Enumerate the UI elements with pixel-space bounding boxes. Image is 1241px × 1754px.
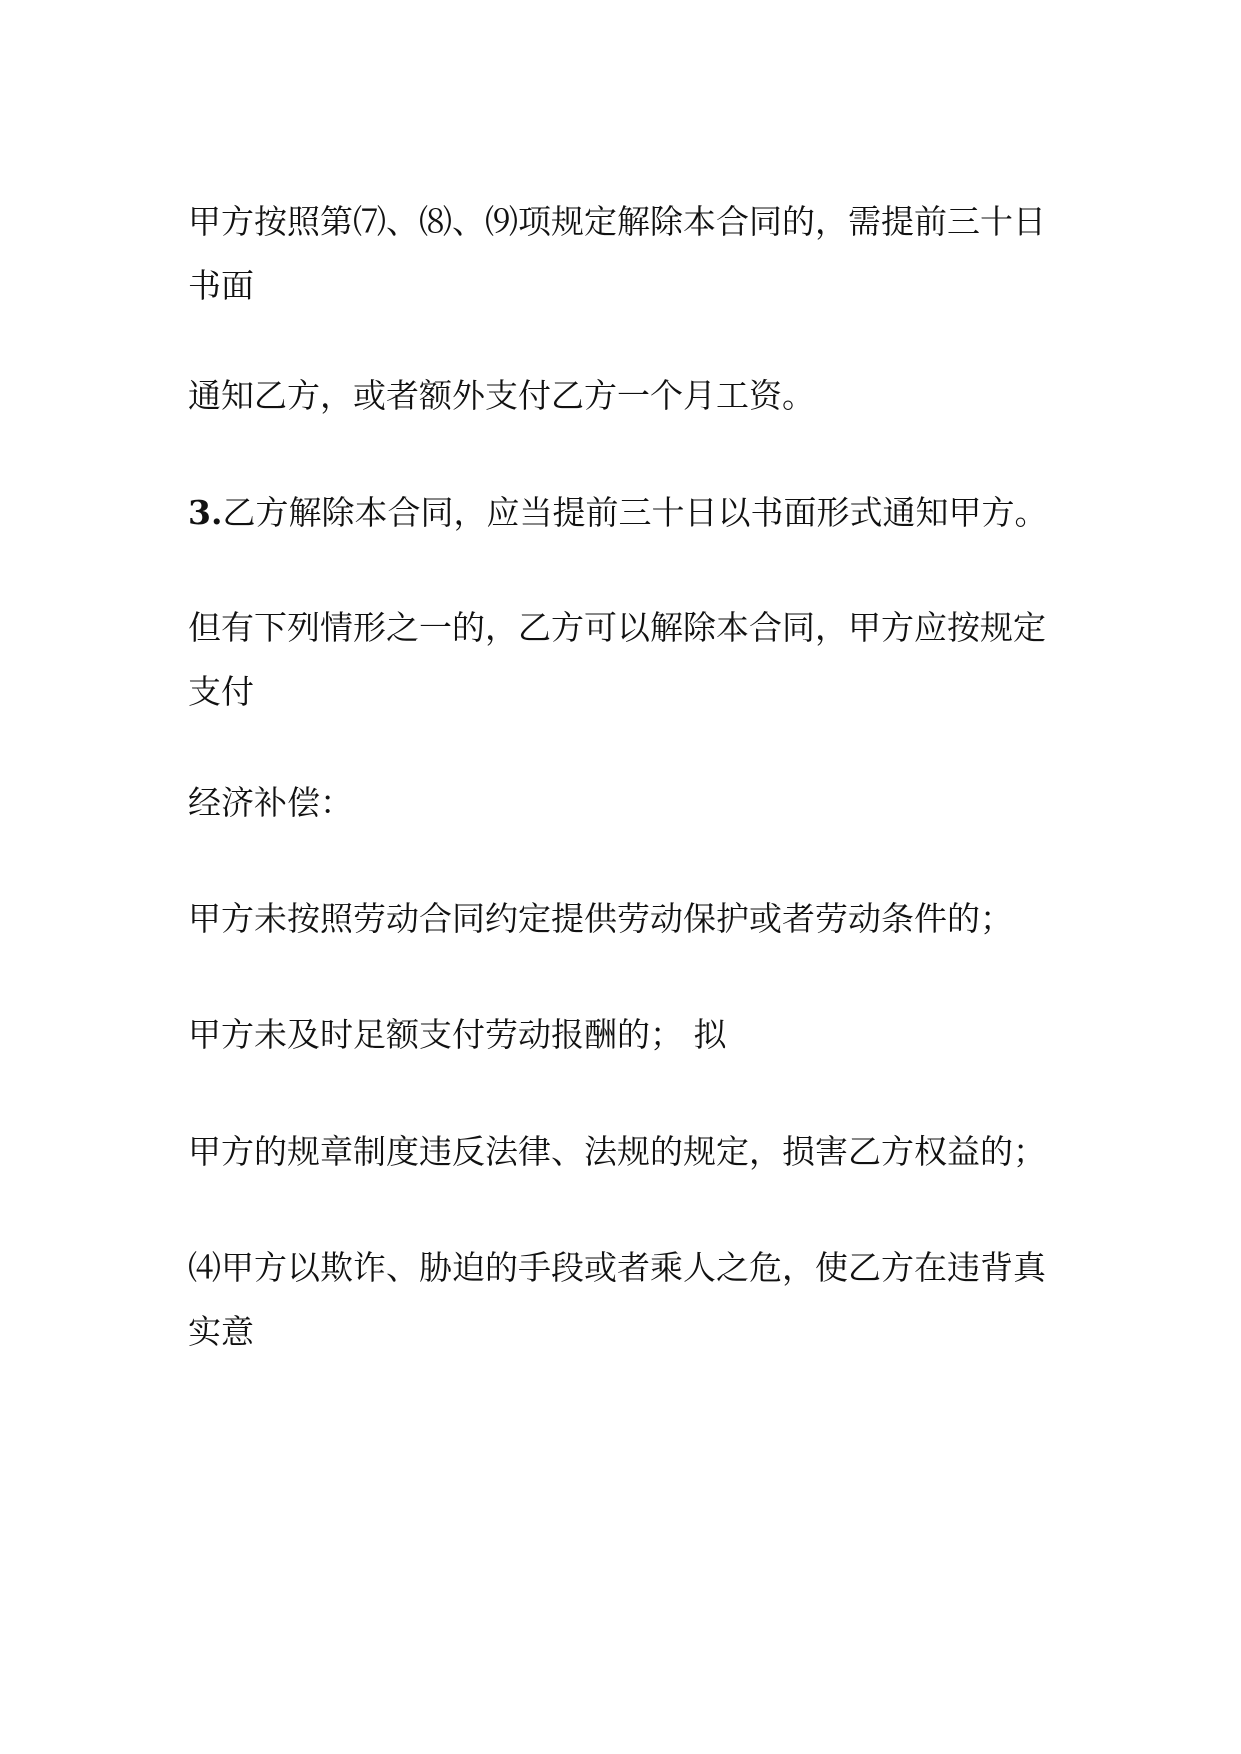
text-line: 经济补偿： [188, 783, 353, 822]
paragraph-notify-party-b [188, 364, 1068, 428]
paragraph-item-fraud [188, 1236, 1068, 1364]
paragraph-conditions-intro [188, 596, 1068, 724]
text-line: 实意 [188, 1312, 254, 1351]
paragraph-termination-notice [188, 190, 1068, 318]
paragraph-clause-3 [188, 481, 1068, 545]
paragraph-item-rules-violation [188, 1120, 1068, 1184]
text-line: 书面 [188, 266, 254, 305]
paragraph-economic-compensation [188, 771, 1068, 835]
text-line: 甲方未及时足额支付劳动报酬的； 拟 [188, 1015, 727, 1054]
clause-text: 乙方解除本合同，应当提前三十日以书面形式通知甲方。 [222, 493, 1048, 532]
text-line: 甲方按照第⑺、⑻、⑼项规定解除本合同的，需提前三十日 [188, 202, 1046, 241]
text-line: 支付 [188, 672, 254, 711]
text-line: 通知乙方，或者额外支付乙方一个月工资。 [188, 376, 815, 415]
paragraph-item-labor-protection [188, 887, 1068, 951]
clause-number: 3. [188, 493, 223, 532]
text-line [188, 481, 1068, 545]
text-line: 甲方的规章制度违反法律、法规的规定，损害乙方权益的； [188, 1132, 1046, 1171]
paragraph-item-remuneration [188, 1003, 1068, 1067]
text-line: 甲方未按照劳动合同约定提供劳动保护或者劳动条件的； [188, 899, 1013, 938]
text-line: ⑷甲方以欺诈、胁迫的手段或者乘人之危，使乙方在违背真 [188, 1248, 1046, 1287]
text-line: 但有下列情形之一的，乙方可以解除本合同，甲方应按规定 [188, 608, 1046, 647]
